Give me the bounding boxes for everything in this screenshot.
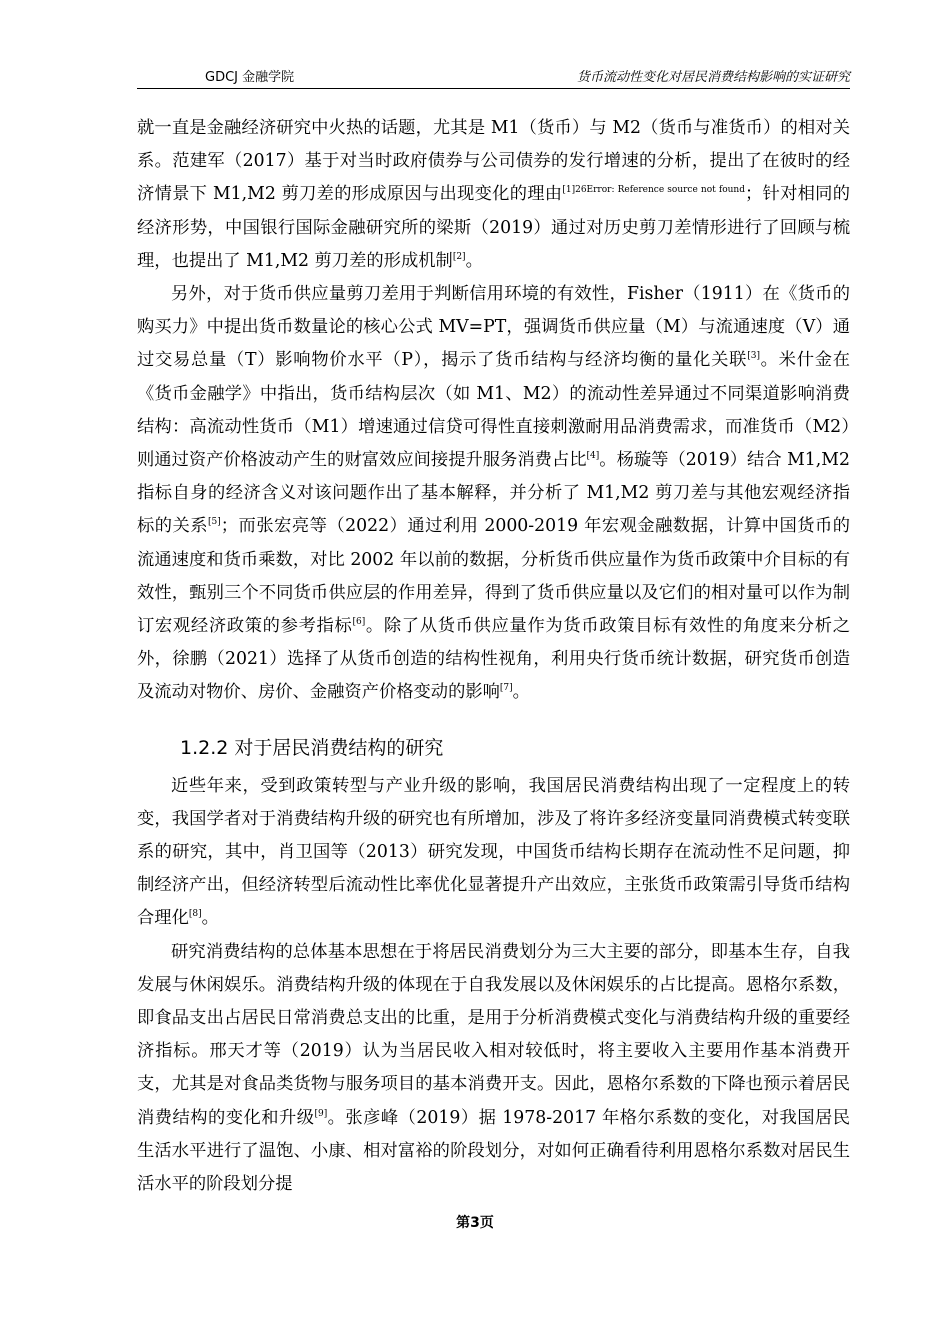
page-header <box>137 66 850 86</box>
citation: [8] <box>188 909 202 920</box>
paragraph-text: 另外，对于货币供应量剪刀差用于判断信用环境的有效性，Fisher（1911）在《货币的购买力》中提出货币数量论的核心公式 MV=PT，强调货币供应量（M）与流通速度（V）通过交易总量（T）影响物价水平（P），揭示了货币结构与经济均衡的量化关联 <box>137 284 850 371</box>
citation: [2] <box>452 252 466 263</box>
citation: [1]26Error: Reference source not found <box>562 185 745 196</box>
paragraph-2 <box>137 278 850 710</box>
section-heading: 1.2.2 对于居民消费结构的研究 <box>180 736 444 759</box>
citation: [3] <box>747 351 760 362</box>
paragraph-text: ；而张宏亮等（2022）通过利用 2000-2019 年宏观金融数据，计算中国货币的流通速度和货币乘数，对比 2002 年以前的数据，分析货币供应量作为货币政策中介目标的有效性，甄别三个不同货币供应层的作用差异，得到了货币供应量以及它们的相对量可以作为制订宏观经济政策的参考指标 <box>137 516 850 637</box>
paragraph-1 <box>137 112 850 278</box>
paragraph-text: 近些年来，受到政策转型与产业升级的影响，我国居民消费结构出现了一定程度上的转变，我国学者对于消费结构升级的研究也有所增加，涉及了将许多经济变量同消费模式转变联系的研究，其中，肖卫国等（2013）研究发现，中国货币结构长期存在流动性不足问题，抑制经济产出，但经济转型后流动性比率优化显著提升产出效应，主张货币政策需引导货币结构合理化 <box>137 775 850 929</box>
page-body <box>137 112 850 1201</box>
paragraph-text: ；针对相同的经济形势，中国银行国际金融研究所的梁斯（2019）通过对历史剪刀差情形进行了回顾与梳理，也提出了 M1,M2 剪刀差的形成机制 <box>137 184 850 271</box>
citation: [6] <box>352 617 366 628</box>
citation: [9] <box>314 1108 328 1119</box>
citation: [7] <box>499 683 513 694</box>
paragraph-text: 。 <box>465 250 483 271</box>
paragraph-4 <box>137 936 850 1202</box>
paragraph-text: 。 <box>512 682 530 703</box>
paragraph-text: 。米什金在《货币金融学》中指出，货币结构层次（如 M1、M2）的流动性差异通过不同渠道影响消费结构：高流动性货币（M1）增速通过信贷可得性直接刺激耐用品消费需求，而准货币（M2）则通过资产价格波动产生的财富效应间接提升服务消费占比 <box>137 350 850 471</box>
citation: [4] <box>586 451 600 462</box>
paragraph-text: 就一直是金融经济研究中火热的话题，尤其是 M1（货币）与 M2（货币与准货币）的相对关系。范建军（2017）基于对当时政府债券与公司债券的发行增速的分析，提出了在彼时的经济情景下 M1,M2 剪刀差的形成原因与出现变化的理由 <box>137 118 850 205</box>
paragraph-text: 研究消费结构的总体基本思想在于将居民消费划分为三大主要的部分，即基本生存，自我发展与休闲娱乐。消费结构升级的体现在于自我发展以及休闲娱乐的占比提高。恩格尔系数，即食品支出占居民日常消费总支出的比重，是用于分析消费模式变化与消费结构升级的重要经济指标。邢天才等（2019）认为当居民收入相对较低时，将主要收入主要用作基本消费开支，尤其是对食品类货物与服务项目的基本消费开支。因此，恩格尔系数的下降也预示着居民消费结构的变化和升级 <box>137 941 850 1128</box>
paragraph-text: 。除了从货币供应量作为货币政策目标有效性的角度来分析之外，徐鹏（2021）选择了从货币创造的结构性视角，利用央行货币统计数据，研究货币创造及流动对物价、房价、金融资产价格变动的影响 <box>137 616 850 703</box>
paragraph-3 <box>137 770 850 936</box>
paragraph-text: 。 <box>201 908 219 929</box>
page-number: 第3页 <box>456 1215 494 1231</box>
paragraph-text: 。杨璇等（2019）结合 M1,M2 指标自身的经济含义对该问题作出了基本解释，并分析了 M1,M2 剪刀差与其他宏观经济指标的关系 <box>137 450 850 537</box>
citation: [5] <box>208 517 221 528</box>
header-left-text: GDCJ 金融学院 <box>205 70 295 85</box>
header-right-title: 货币流动性变化对居民消费结构影响的实证研究 <box>576 70 850 85</box>
header-divider <box>137 88 850 89</box>
paragraph-text: 。张彦峰（2019）据 1978-2017 年格尔系数的变化，对我国居民生活水平进行了温饱、小康、相对富裕的阶段划分，对如何正确看待利用恩格尔系数对居民生活水平的阶段划分提 <box>137 1107 850 1195</box>
